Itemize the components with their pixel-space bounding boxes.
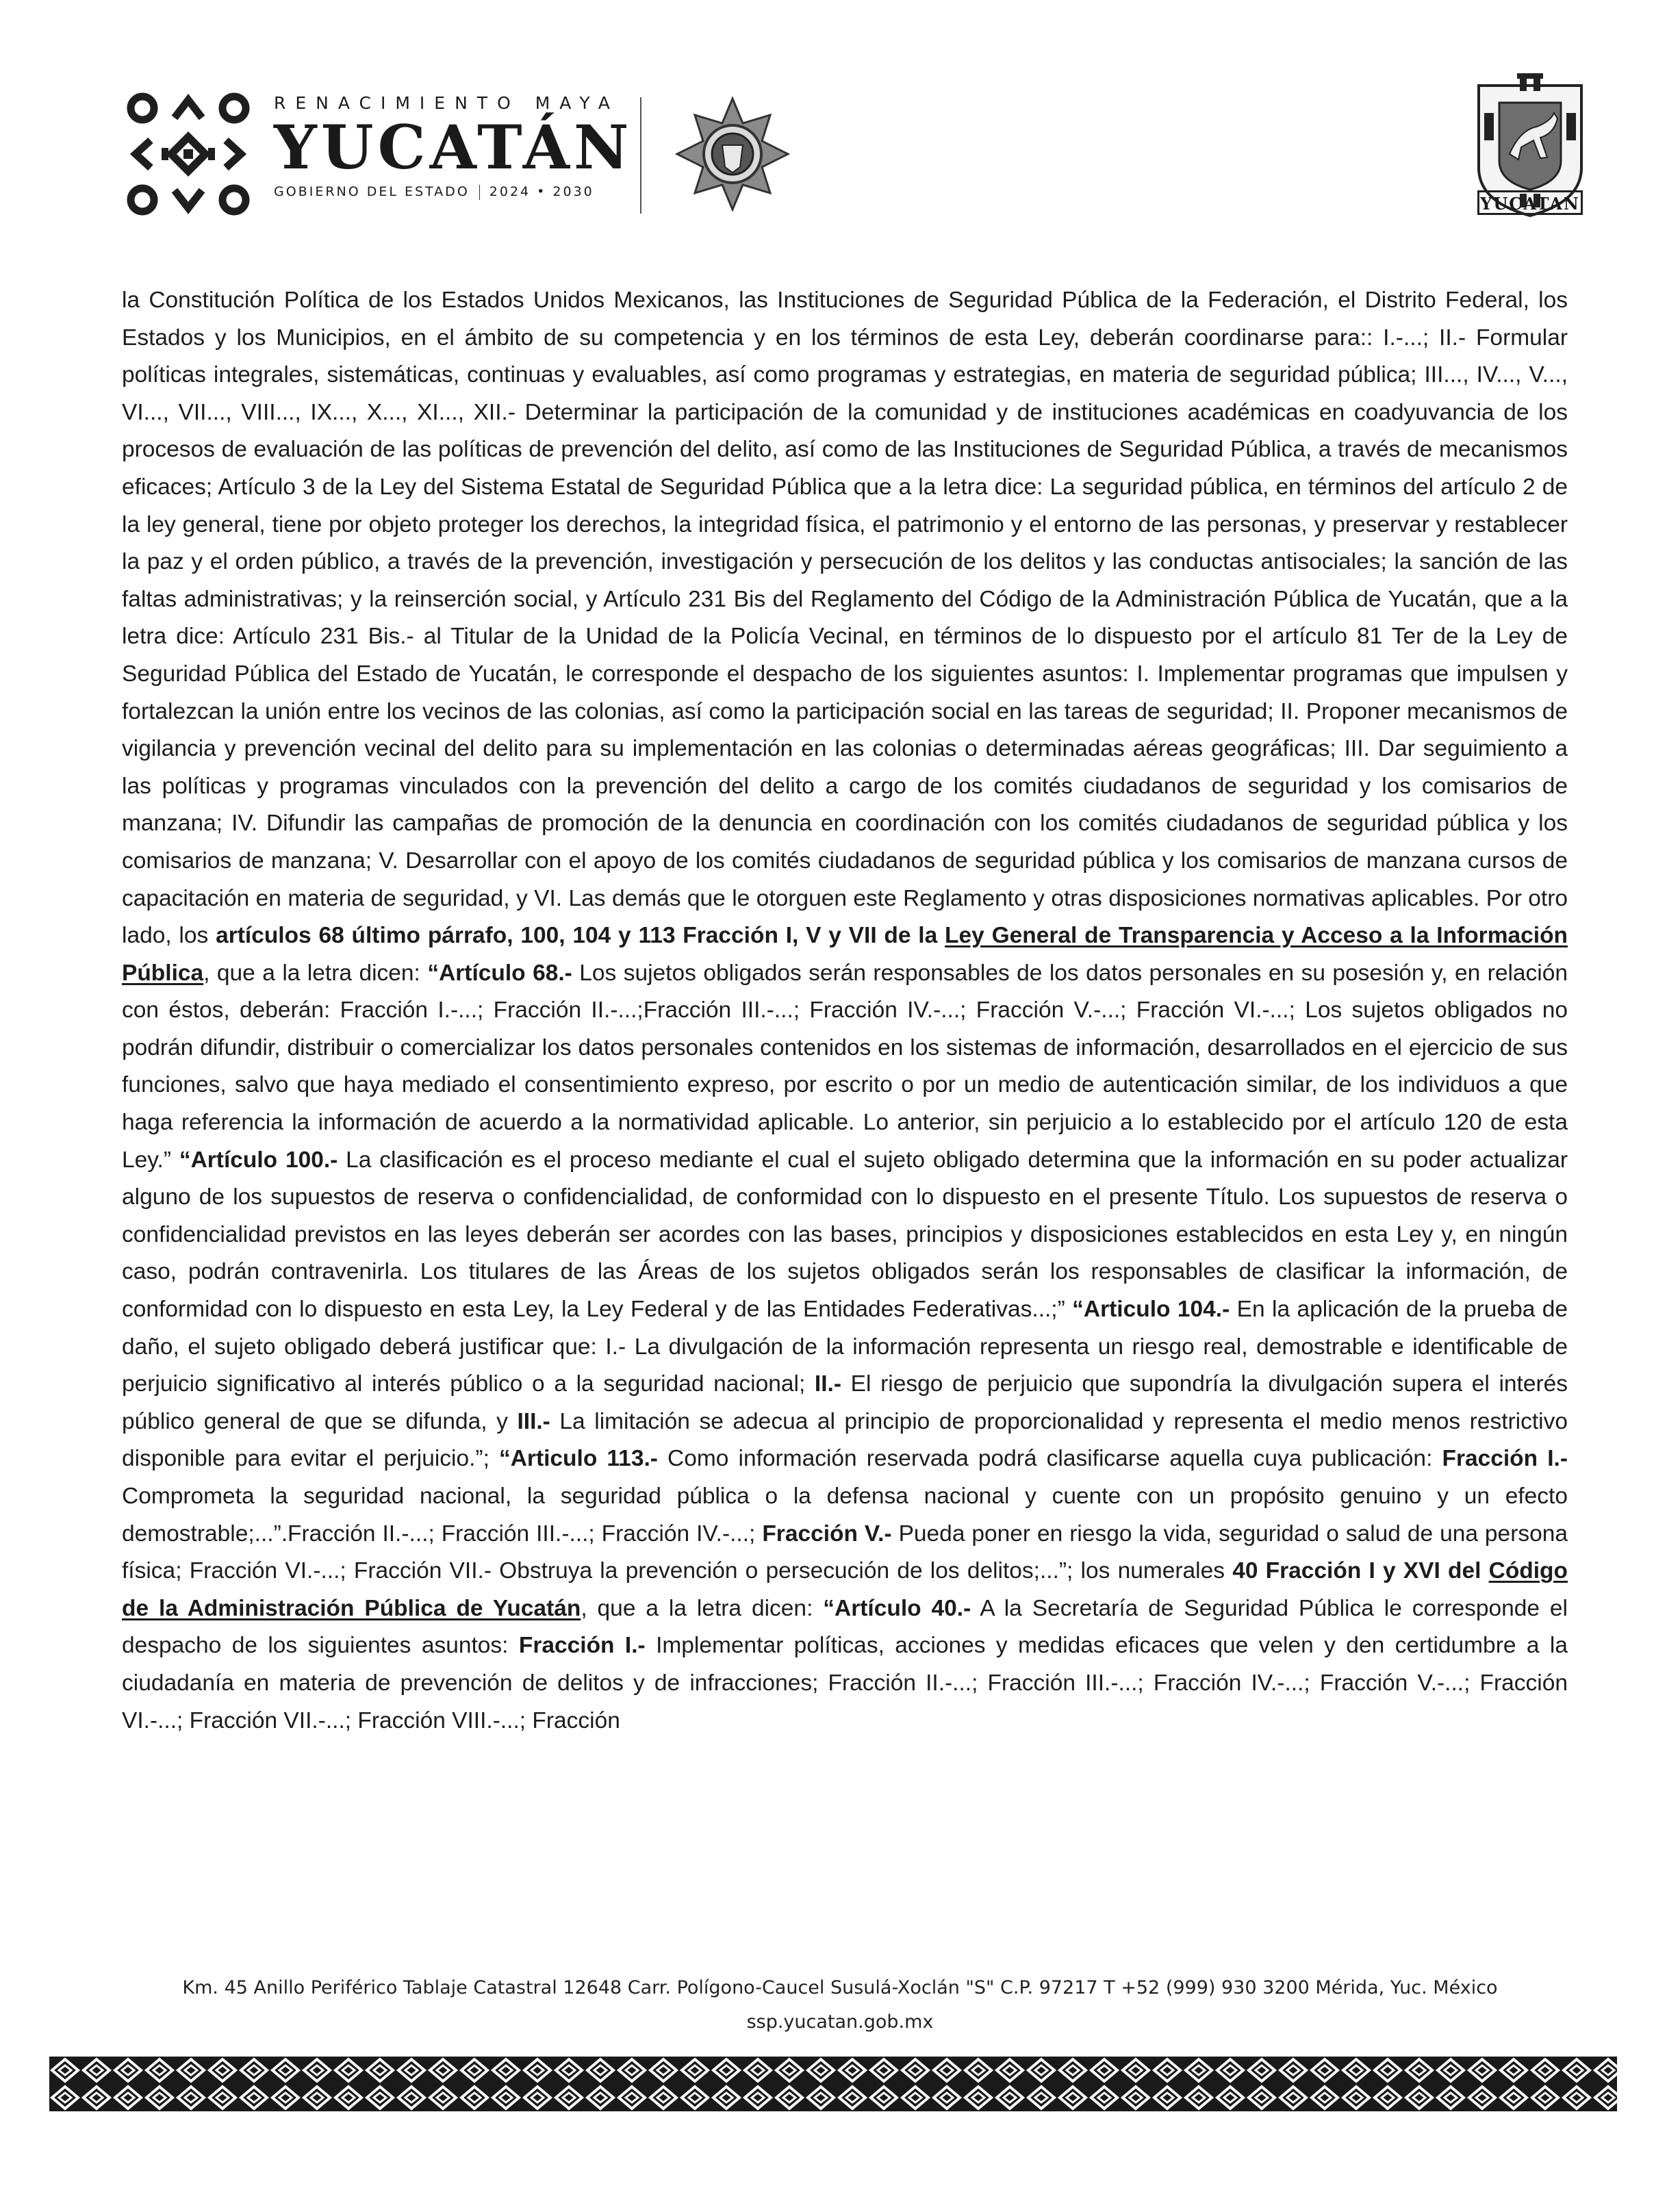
brand-separator: [479, 185, 480, 200]
body-article-heading: “Articulo 104.-: [1072, 1297, 1230, 1323]
body-article-heading: “Artículo 40.-: [823, 1595, 971, 1621]
body-text: En la aplicación de la prueba de daño, el sujeto obligado deberá justificar que: I.- La divulgación de la información representa un riesgo real, demostrable e identificable de perjuicio significativo al interés público o a la seguridad nacional;: [122, 1297, 1568, 1397]
footer-address: Km. 45 Anillo Periférico Tablaje Catastral 12648 Carr. Polígono-Caucel Susulá-Xoclán "S" C.P. 97217 T +52 (999) 930 3200 Mérida, Yuc. México: [182, 1977, 1498, 1998]
header-divider: [640, 97, 641, 214]
body-text: La limitación se adecua al principio de proporcionalidad y representa el medio menos restrictivo disponible para evitar el perjuicio.”;: [122, 1408, 1568, 1472]
body-text: Comprometa la seguridad nacional, la seguridad pública o la defensa nacional y cuente con un propósito genuino y un efecto demostrable;...”.Fracción II.-...; Fracción III.-...; Fracción IV.-...;: [122, 1484, 1568, 1547]
body-bold-text: 40 Fracción I y XVI del: [1232, 1558, 1489, 1584]
state-seal-label: YUCATAN: [1477, 190, 1583, 215]
brand-subtitle: [274, 184, 633, 200]
brand-name: YUCATÁN: [274, 112, 633, 183]
body-text: A la Secretaría de Seguridad Pública le corresponde el despacho de los siguientes asuntos:: [122, 1595, 1568, 1659]
brand-period: 2024 • 2030: [489, 184, 594, 199]
body-text: Los sujetos obligados serán responsables de los datos personales en su posesión y, en relación con éstos, deberán: Fracción I.-...; Fracción II.-...;Fracción III.-...; Fracción IV.-...; Fracción V.-...; Fracción VI.-...; Los sujetos obligados no podrán difundir, distribuir o comercializar los datos personales contenidos en los sistemas de información, desarrollados en el ejercicio de sus funciones, salvo que haya mediado el consentimiento expreso, por escrito o por un medio de autenticación similar, de los individuos a que haga referencia la información de acuerdo a la normatividad aplicable. Lo anterior, sin perjuicio a lo establecido por el artículo 120 de esta Ley.”: [122, 960, 1568, 1173]
maya-fret-logo-icon: [123, 89, 253, 219]
brand-government: GOBIERNO DEL ESTADO: [274, 184, 470, 199]
body-text: , que a la letra dicen:: [203, 960, 428, 986]
body-law-reference: Ley General de Transparencia y Acceso a la Información Pública: [122, 923, 1568, 986]
body-text: El riesgo de perjuicio que supondría la divulgación supera el interés público general de que se difunda, y: [122, 1371, 1568, 1434]
brand-tagline: RENACIMIENTO MAYA: [274, 93, 620, 113]
body-law-reference: Código de la Administración Pública de Yucatán: [122, 1558, 1568, 1621]
brand-wordmark: [274, 93, 633, 200]
maya-pattern-border-icon: [49, 2057, 1617, 2111]
body-text: Implementar políticas, acciones y medidas eficaces que velen y den certidumbre a la ciudadanía en materia de prevención de delitos y de infracciones; Fracción II.-...; Fracción III.-...; Fracción IV.-...; Fracción V.-...; Fracción VI.-...; Fracción VII.-...; Fracción VIII.-...; Fracción: [122, 1633, 1568, 1733]
footer-website-link[interactable]: ssp.yucatan.gob.mx: [746, 2011, 934, 2033]
body-text: La clasificación es el proceso mediante el cual el sujeto obligado determina que la información en su poder actualizar alguno de los supuestos de reserva o confidencialidad, de conformidad con lo dispuesto en el presente Título. Los supuestos de reserva o confidencialidad previstos en las leyes deberán ser acordes con las bases, principios y disposiciones establecidos en esta Ley y, en ningún caso, podrán contravenirla. Los titulares de las Áreas de los sujetos obligados serán los responsables de clasificar la información, de conformidad con lo dispuesto en esta Ley, la Ley Federal y de las Entidades Federativas...;”: [122, 1147, 1568, 1323]
body-bold-text: Fracción V.-: [762, 1521, 892, 1547]
body-text: la Constitución Política de los Estados Unidos Mexicanos, las Instituciones de Seguridad Pública de la Federación, el Distrito Federal, los Estados y los Municipios, en el ámbito de su competencia y en los términos de esta Ley, deberán coordinarse para:: I.-...; II.- Formular políticas integrales, sistemáticas, continuas y evaluables, así como programas y estrategias, en materia de seguridad pública; III..., IV..., V..., VI..., VII..., VIII..., IX..., X..., XI..., XII.- Determinar la participación de la comunidad y de instituciones académicas en coadyuvancia de los procesos de evaluación de las políticas de prevención del delito, así como de las Instituciones de Seguridad Pública, a través de mecanismos eficaces; Artículo 3 de la Ley del Sistema Estatal de Seguridad Pública que a la letra dice: La seguridad pública, en términos del artículo 2 de la ley general, tiene por objeto proteger los derechos, la integridad física, el patrimonio y el entorno de las personas, y preservar y restablecer la paz y el orden público, a través de la prevención, investigación y persecución de los delitos y las conductas antisociales; la sanción de las faltas administrativas; y la reinserción social, y Artículo 231 Bis del Reglamento del Código de la Administración Pública de Yucatán, que a la letra dice: Artículo 231 Bis.- al Titular de la Unidad de la Policía Vecinal, en términos de lo dispuesto por el artículo 81 Ter de la Ley de Seguridad Pública del Estado de Yucatán, le corresponde el despacho de los siguientes asuntos: I. Implementar programas que impulsen y fortalezcan la unión entre los vecinos de las colonias, así como la participación social en las tareas de seguridad; II. Proponer mecanismos de vigilancia y prevención vecinal del delito para su implementación en las colonias o determinadas aéreas geográficas; III. Dar seguimiento a las políticas y programas vinculados con la prevención del delito a cargo de los comités ciudadanos de seguridad y los comisarios de manzana; IV. Difundir las campañas de promoción de la denuncia en coordinación con los comités ciudadanos de seguridad pública y los comisarios de manzana; V. Desarrollar con el apoyo de los comités ciudadanos de seguridad pública y los comisarios de manzana cursos de capacitación en materia de seguridad, y VI. Las demás que le otorguen este Reglamento y otras disposiciones normativas aplicables. Por otro lado, los: [122, 288, 1568, 949]
body-bold-text: artículos 68 último párrafo, 100, 104 y 113 Fracción I, V y VII de la: [216, 923, 945, 949]
body-text: Pueda poner en riesgo la vida, seguridad o salud de una persona física; Fracción VI.-...; Fracción VII.- Obstruya la prevención o persecución de los delitos;...”; los numerales: [122, 1521, 1568, 1584]
body-article-heading: “Artículo 100.-: [179, 1147, 338, 1173]
body-text: Como información reservada podrá clasificarse aquella cuya publicación:: [657, 1446, 1442, 1472]
police-star-badge-icon: [674, 96, 791, 212]
body-bold-text: III.-: [517, 1408, 550, 1434]
body-text: , que a la letra dicen:: [581, 1595, 824, 1621]
body-bold-text: Fracción I.-: [518, 1633, 646, 1659]
body-bold-text: Fracción I.-: [1442, 1446, 1568, 1472]
letterhead: [0, 0, 1680, 246]
body-article-heading: “Articulo 113.-: [498, 1446, 658, 1472]
body-article-heading: “Artículo 68.-: [427, 960, 572, 986]
document-body: [122, 282, 1568, 1740]
body-bold-text: II.-: [814, 1371, 841, 1397]
